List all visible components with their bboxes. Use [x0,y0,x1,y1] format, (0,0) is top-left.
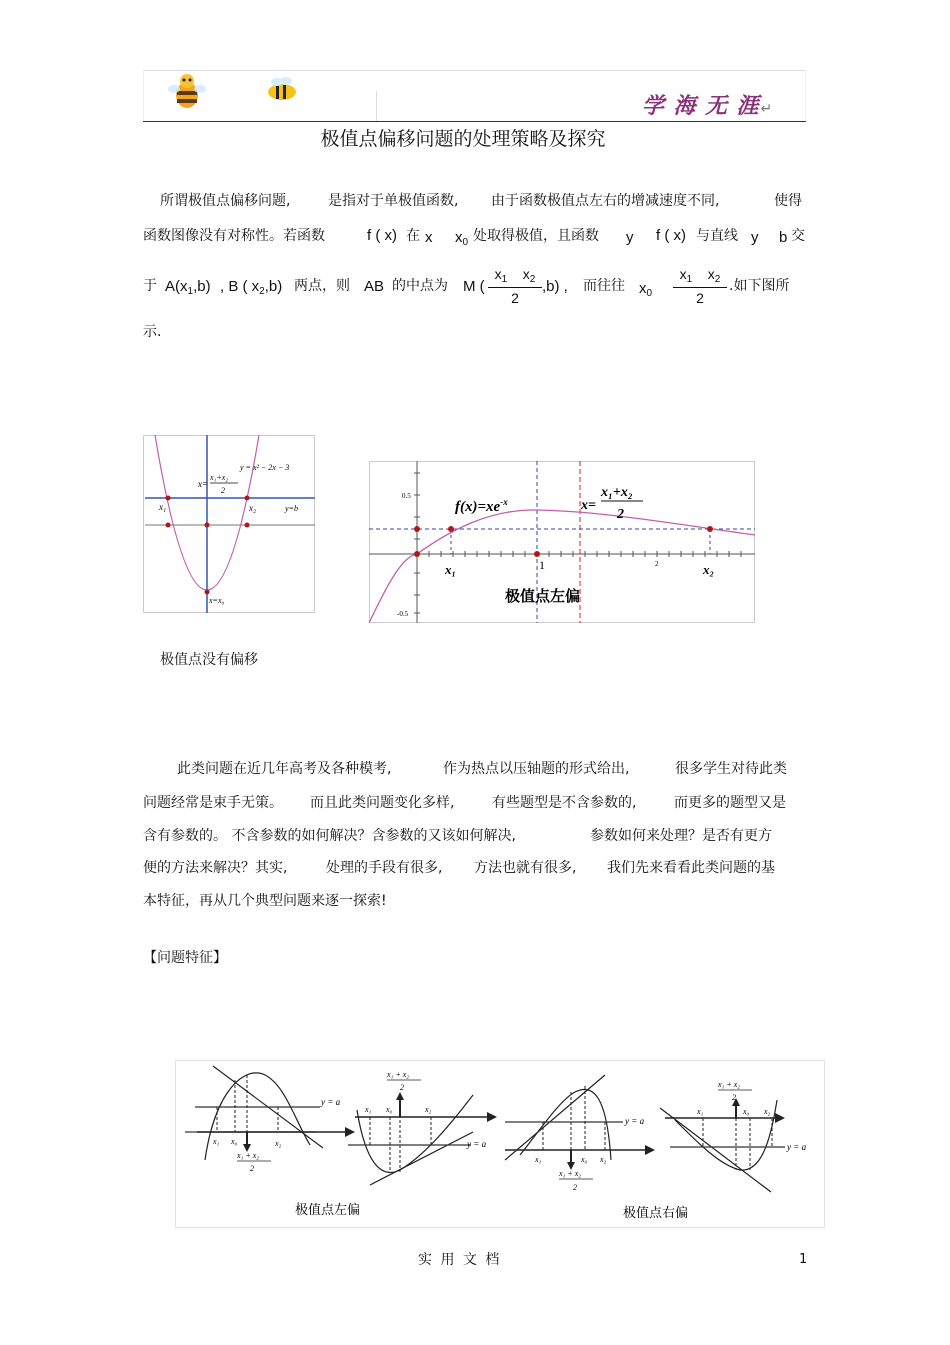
x1-label: x₁ [445,562,457,577]
math-var: A(x [165,278,188,295]
x1-label: x₁ [535,1155,542,1164]
body-text: 含有参数的。 不含参数的如何解决？含参数的又该如何解决, [143,828,516,844]
ya-label: y = a [467,1139,487,1149]
intro-text: 所谓极值点偏移问题, [160,193,291,209]
math-subscript: 1 [686,274,693,285]
math-m-end: ,b) , [542,278,568,295]
caption-left: 极值点左偏 [295,1203,361,1218]
math-y: y [751,229,759,246]
x1-label: x₁ [365,1105,372,1114]
midpoint-fraction [488,266,542,306]
math-b: b [779,229,788,246]
axis-eq-label: x= [198,479,209,489]
point [414,551,420,557]
fraction-numerator [673,266,727,285]
intro-text: 两点，则 [294,278,350,294]
body-text: 问题经常是束手无策。 [143,795,283,811]
math-fx: f ( x) [656,227,686,244]
x2-label: x₂ [249,503,257,513]
intro-text: 于 [143,278,157,294]
math-subscript: 2 [529,274,536,285]
figure-caption: 极值点左偏 [505,587,581,605]
figure-xe-x [369,461,755,623]
figure-parabola [143,435,315,613]
body-text: 此类问题在近几年高考及各种模考, [177,761,392,777]
tick-label: 0.5 [402,492,411,500]
intro-text: 处取得极值，且函数 [473,228,599,244]
figure-offset-sketches [175,1060,825,1228]
math-y: y [626,229,634,246]
x0-label: x₀ [581,1155,588,1164]
midpoint-fraction-2 [673,266,727,306]
figure1-caption: 极值点没有偏移 [160,652,258,668]
fraction-numerator [488,266,542,285]
x1-label: x₁ [159,502,167,512]
intro-text: 的中点为 [392,278,448,294]
x-eq-label: x= [581,498,596,513]
frac-den: 2 [250,1164,254,1173]
intro-text: 交 [791,228,805,244]
yb-label: y=b [285,504,298,513]
body-text: 我们先来看看此类问题的基 [607,860,775,876]
fraction-denominator: 2 [511,290,519,306]
body-text: 参数如何来处理？是否有更方 [590,828,772,844]
return-mark: ↵ [760,102,775,117]
math-var: x [522,266,530,282]
intro-line-1 [160,191,290,211]
frac-num: x₁ + x₂ [237,1151,260,1160]
point [448,526,454,532]
math-subscript: 2 [259,286,265,297]
intro-text: 而往往 [583,278,625,294]
math-var: x [679,266,687,282]
func-label: $f(x)=xe^{-x}$ [455,497,508,515]
intro-text: 使得 [774,193,802,209]
body-text: 很多学生对待此类 [675,761,787,777]
frac-den: 2 [573,1183,577,1192]
caption-right: 极值点右偏 [623,1206,689,1221]
bee-icon [264,75,300,103]
x2-label: x₂ [425,1105,432,1114]
math-subscript: 2 [714,274,721,285]
frac-num: x₁ + x₂ [559,1169,582,1178]
point [534,551,540,557]
intro-text: 函数图像没有对称性。若函数 [143,228,325,244]
x0-label: x₀ [231,1137,238,1146]
body-text: 便的方法来解决？其实, [143,860,288,876]
math-var: x [707,266,715,282]
math-x: x [425,229,433,246]
x0-label: x₀ [743,1107,750,1116]
body-text: 方法也就有很多, [474,860,577,876]
math-var: ,b) [264,278,283,295]
intro-text: 示. [143,324,162,340]
math-var: x [494,266,502,282]
tick-label: 1 [539,558,545,572]
body-text: 而且此类问题变化多样, [310,795,455,811]
frac-den: 2 [221,486,225,495]
math-x0 [639,279,652,304]
frac-num: x₁+x₂ [601,485,633,500]
body-text: 有些题型是不含参数的, [492,795,637,811]
ya-label: y = a [787,1142,807,1152]
x1-label: x₁ [697,1107,704,1116]
math-var: , B ( x [220,278,260,295]
math-ab: AB [364,278,385,295]
frac-num: x₁+x₂ [210,473,229,482]
point [414,526,420,532]
header-divider [376,91,377,121]
footer-label: 实 用 文 档 [418,1252,502,1268]
x0-label: x₀ [386,1105,393,1114]
ya-label: y = a [321,1097,341,1107]
math-var: x [639,280,647,297]
fraction-bar [673,287,727,288]
frac-den: 2 [400,1083,404,1092]
math-subscript: 0 [462,237,469,248]
x2-label: x₂ [764,1107,771,1116]
math-subscript: 1 [501,274,508,285]
intro-text: 是指对于单极值函数, [328,193,459,209]
intro-text: 由于函数极值点左右的增减速度不同, [491,193,720,209]
page-number: 1 [799,1252,808,1267]
intro-text: 在 [406,228,420,244]
x2-label: x₂ [703,562,715,577]
math-point-a [165,277,211,302]
motto-text: 学 海 无 涯 [642,93,761,118]
section-heading: 【问题特征】 [143,950,227,966]
intro-text: 与直线 [696,228,738,244]
tick-label: -0.5 [397,610,409,618]
tick-label: 2 [655,560,659,568]
math-subscript: 1 [187,286,194,297]
x1-label: x₁ [213,1137,220,1146]
math-point-b [220,277,282,302]
intro-text: .如下图所 [729,278,790,294]
x2-label: x₂ [600,1155,607,1164]
body-text: 本特征，再从几个典型问题来逐一探索! [143,893,387,909]
math-m: M ( [463,278,485,295]
x2-label: x₂ [275,1139,282,1148]
body-text: 而更多的题型又是 [674,795,786,811]
math-x0 [455,228,468,253]
body-text: 作为热点以压轴题的形式给出, [443,761,630,777]
header-motto [642,89,774,120]
point [245,496,250,501]
math-subscript: 0 [646,288,653,299]
page-title: 极值点偏移问题的处理策略及探究 [320,128,606,150]
point [166,523,171,528]
frac-den: 2 [617,507,624,522]
equation-label: y = x² − 2x − 3 [240,463,290,472]
header-banner [143,70,806,121]
frac-den: 2 [732,1093,736,1102]
fraction-denominator: 2 [696,290,704,306]
point [166,496,171,501]
point [245,523,250,528]
fraction-bar [488,287,542,288]
x0-label: x=x₀ [209,596,225,605]
math-var: x [455,229,463,246]
body-text: 处理的手段有很多, [326,860,443,876]
frac-num: x₁ + x₂ [387,1070,410,1079]
bee-mascot-icon [166,71,208,113]
math-var: ,b) [193,278,211,295]
point [205,590,210,595]
point [205,523,210,528]
header-rule [143,121,806,122]
math-fx: f ( x) [367,227,397,244]
point [707,526,713,532]
ya-label: y = a [625,1116,645,1126]
frac-num: x₁ + x₂ [718,1080,741,1089]
